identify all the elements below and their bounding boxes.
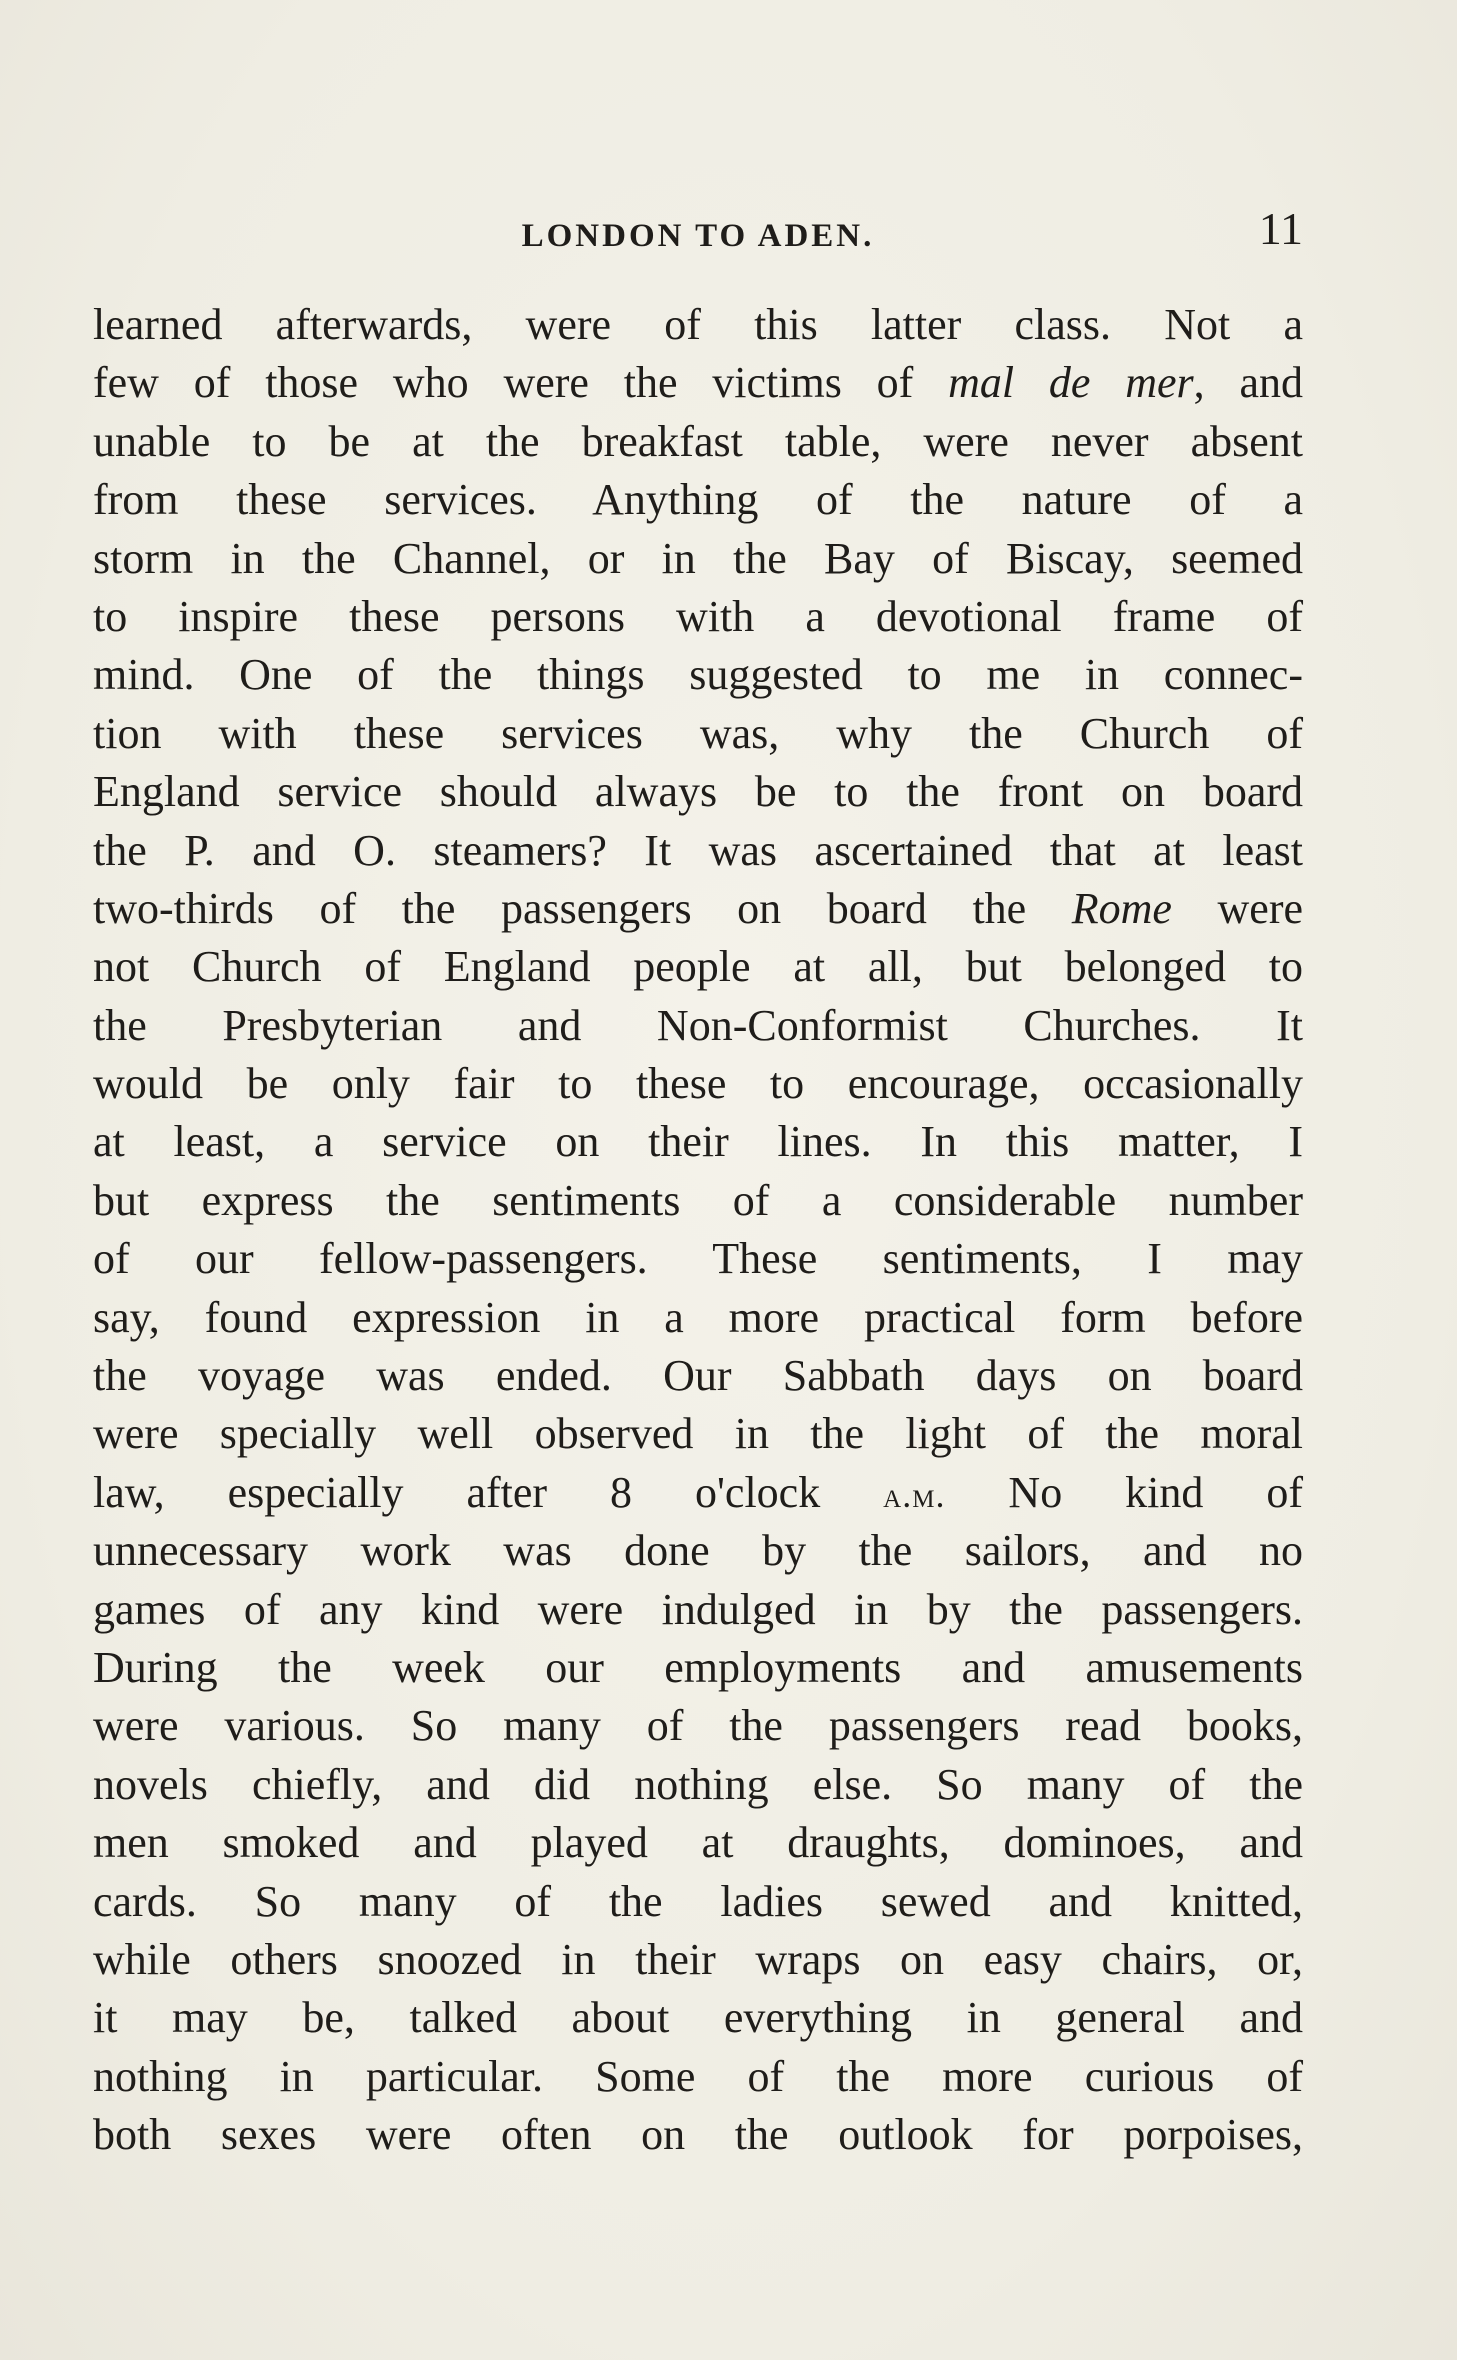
text-segment: say, found expression in a more practical form before (93, 1292, 1303, 1342)
text-line (93, 1989, 1303, 2047)
text-line (93, 1931, 1303, 1989)
text-line (93, 705, 1303, 763)
page-number: 11 (1258, 203, 1303, 254)
text-line (93, 1697, 1303, 1755)
text-line (93, 1873, 1303, 1931)
small-caps-text: a.m. (883, 1474, 946, 1515)
text-line (93, 646, 1303, 704)
text-segment: from these services. Anything of the nature of a (93, 475, 1303, 525)
text-segment: mind. One of the things suggested to me in connec- (93, 650, 1303, 700)
italic-text: mal de mer (948, 358, 1194, 408)
text-line (93, 1055, 1303, 1113)
text-segment: storm in the Channel, or in the Bay of Biscay, seemed (93, 533, 1303, 583)
text-line (93, 938, 1303, 996)
running-head: LONDON TO ADEN. (521, 218, 875, 254)
text-line (93, 1756, 1303, 1814)
text-segment: novels chiefly, and did nothing else. So many of the (93, 1759, 1303, 1809)
text-segment: cards. So many of the ladies sewed and knitted, (93, 1876, 1303, 1926)
text-line (93, 2048, 1303, 2106)
text-line (93, 471, 1303, 529)
text-line (93, 1172, 1303, 1230)
text-segment: men smoked and played at draughts, dominoes, and (93, 1818, 1303, 1868)
text-segment: of our fellow-passengers. These sentiments, I may (93, 1234, 1303, 1284)
text-segment: not Church of England people at all, but belonged to (93, 942, 1303, 992)
text-segment: games of any kind were indulged in by the passengers. (93, 1584, 1303, 1634)
text-segment: No kind of (945, 1467, 1303, 1517)
text-line (93, 1639, 1303, 1697)
text-line (93, 1522, 1303, 1580)
text-segment: it may be, talked about everything in general and (93, 1993, 1303, 2043)
text-segment: while others snoozed in their wraps on easy chairs, or, (93, 1934, 1303, 1984)
text-line (93, 1581, 1303, 1639)
text-line (93, 822, 1303, 880)
text-line (93, 296, 1303, 354)
text-line (93, 2106, 1303, 2164)
text-segment: unable to be at the breakfast table, were never absent (93, 416, 1303, 466)
text-line (93, 1464, 1303, 1522)
text-line (93, 1289, 1303, 1347)
text-line (93, 354, 1303, 412)
text-segment: to inspire these persons with a devotional frame of (93, 591, 1303, 641)
body-text (93, 296, 1303, 2165)
text-segment: nothing in particular. Some of the more curious of (93, 2051, 1303, 2101)
text-segment: law, especially after 8 o'clock (93, 1467, 884, 1517)
text-segment: the voyage was ended. Our Sabbath days on board (93, 1351, 1303, 1401)
text-segment: at least, a service on their lines. In this matter, I (93, 1117, 1303, 1167)
text-segment: During the week our employments and amusements (93, 1642, 1303, 1692)
text-segment: England service should always be to the front on board (93, 767, 1303, 817)
text-segment: two-thirds of the passengers on board the (93, 883, 1072, 933)
text-segment: tion with these services was, why the Church of (93, 708, 1303, 758)
text-line (93, 1814, 1303, 1872)
text-line (93, 1347, 1303, 1405)
text-segment: would be only fair to these to encourage, occasionally (93, 1059, 1303, 1109)
text-segment: unnecessary work was done by the sailors, and no (93, 1526, 1303, 1576)
text-line (93, 1230, 1303, 1288)
text-line (93, 997, 1303, 1055)
text-line (93, 1113, 1303, 1171)
text-line (93, 763, 1303, 821)
text-segment: the P. and O. steamers? It was ascertained that at least (93, 825, 1303, 875)
text-line (93, 880, 1303, 938)
text-segment: learned afterwards, were of this latter class. Not a (93, 300, 1303, 349)
text-line (93, 1405, 1303, 1463)
text-segment: were specially well observed in the light of the moral (93, 1409, 1303, 1459)
italic-text: Rome (1071, 883, 1172, 933)
text-segment: were (1171, 883, 1303, 933)
text-segment: , and (1193, 358, 1303, 408)
text-segment: the Presbyterian and Non-Conformist Churches. It (93, 1000, 1303, 1050)
text-segment: were various. So many of the passengers read books, (93, 1701, 1303, 1751)
text-segment: few of those who were the victims of (93, 358, 949, 408)
text-line (93, 413, 1303, 471)
text-segment: but express the sentiments of a considerable number (93, 1175, 1303, 1225)
text-segment: both sexes were often on the outlook for porpoises, (93, 2110, 1303, 2160)
text-line (93, 588, 1303, 646)
text-line (93, 530, 1303, 588)
page-header (93, 198, 1303, 258)
